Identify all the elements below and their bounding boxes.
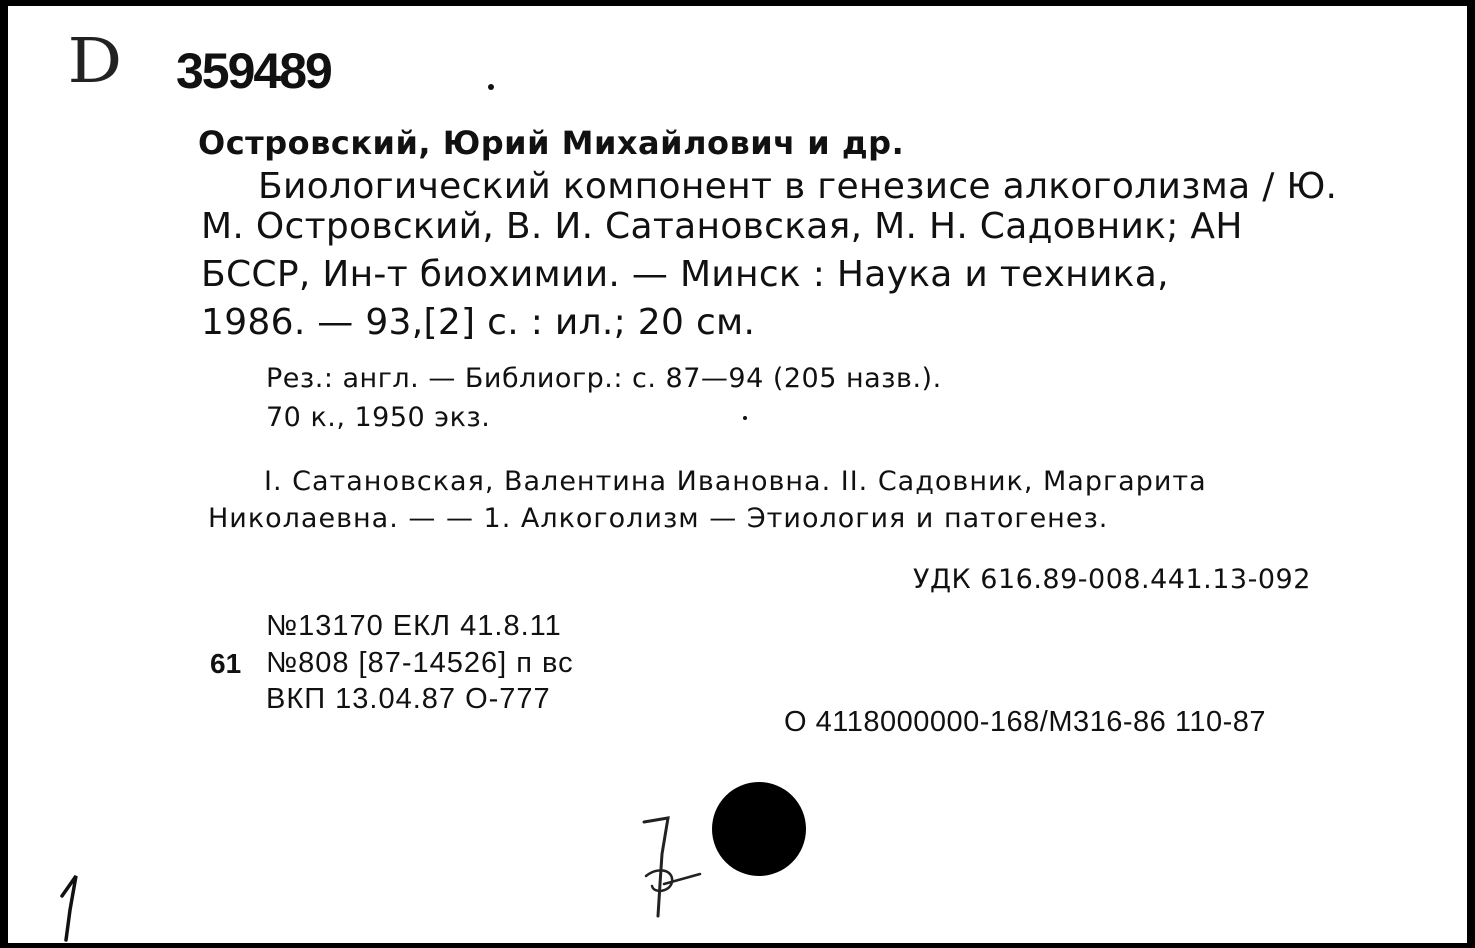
title-line: М. Островский, В. И. Сатановская, М. Н. Садовник; АН (201, 206, 1243, 247)
call-number: 359489 (176, 43, 331, 99)
title-line: Биологический компонент в генезисе алкоголизма / Ю. (258, 166, 1338, 207)
handwritten-mark: D (67, 24, 123, 97)
price-edition-line: 70 к., 1950 экз. (266, 402, 491, 433)
handwritten-one-mark (54, 870, 94, 946)
ink-speck (488, 84, 494, 90)
notes-line: Рез.: англ. — Библиогр.: с. 87—94 (205 назв.). (266, 363, 942, 394)
udc-code: УДК 616.89-008.441.13-092 (913, 564, 1311, 595)
order-line: №808 [87-14526] п вс (266, 647, 574, 679)
publisher-code: О 4118000000-168/М316-86 110-87 (784, 706, 1267, 738)
order-line: №13170 ЕКЛ 41.8.11 (266, 610, 562, 642)
tracing-line: Николаевна. — — 1. Алкоголизм — Этиология и патогенез. (208, 503, 1109, 534)
tracing-line: I. Сатановская, Валентина Ивановна. II. Садовник, Маргарита (264, 466, 1207, 497)
author-heading: Островский, Юрий Михайлович и др. (198, 124, 905, 162)
title-line: БССР, Ин-т биохимии. — Минск : Наука и техника, (201, 254, 1169, 295)
title-line: 1986. — 93,[2] с. : ил.; 20 см. (201, 302, 756, 343)
handwritten-seven-mark (634, 814, 714, 924)
order-prefix: 61 (210, 648, 242, 679)
punched-dot (712, 782, 806, 876)
ink-speck (743, 416, 747, 420)
order-line: ВКП 13.04.87 О-777 (266, 683, 551, 715)
